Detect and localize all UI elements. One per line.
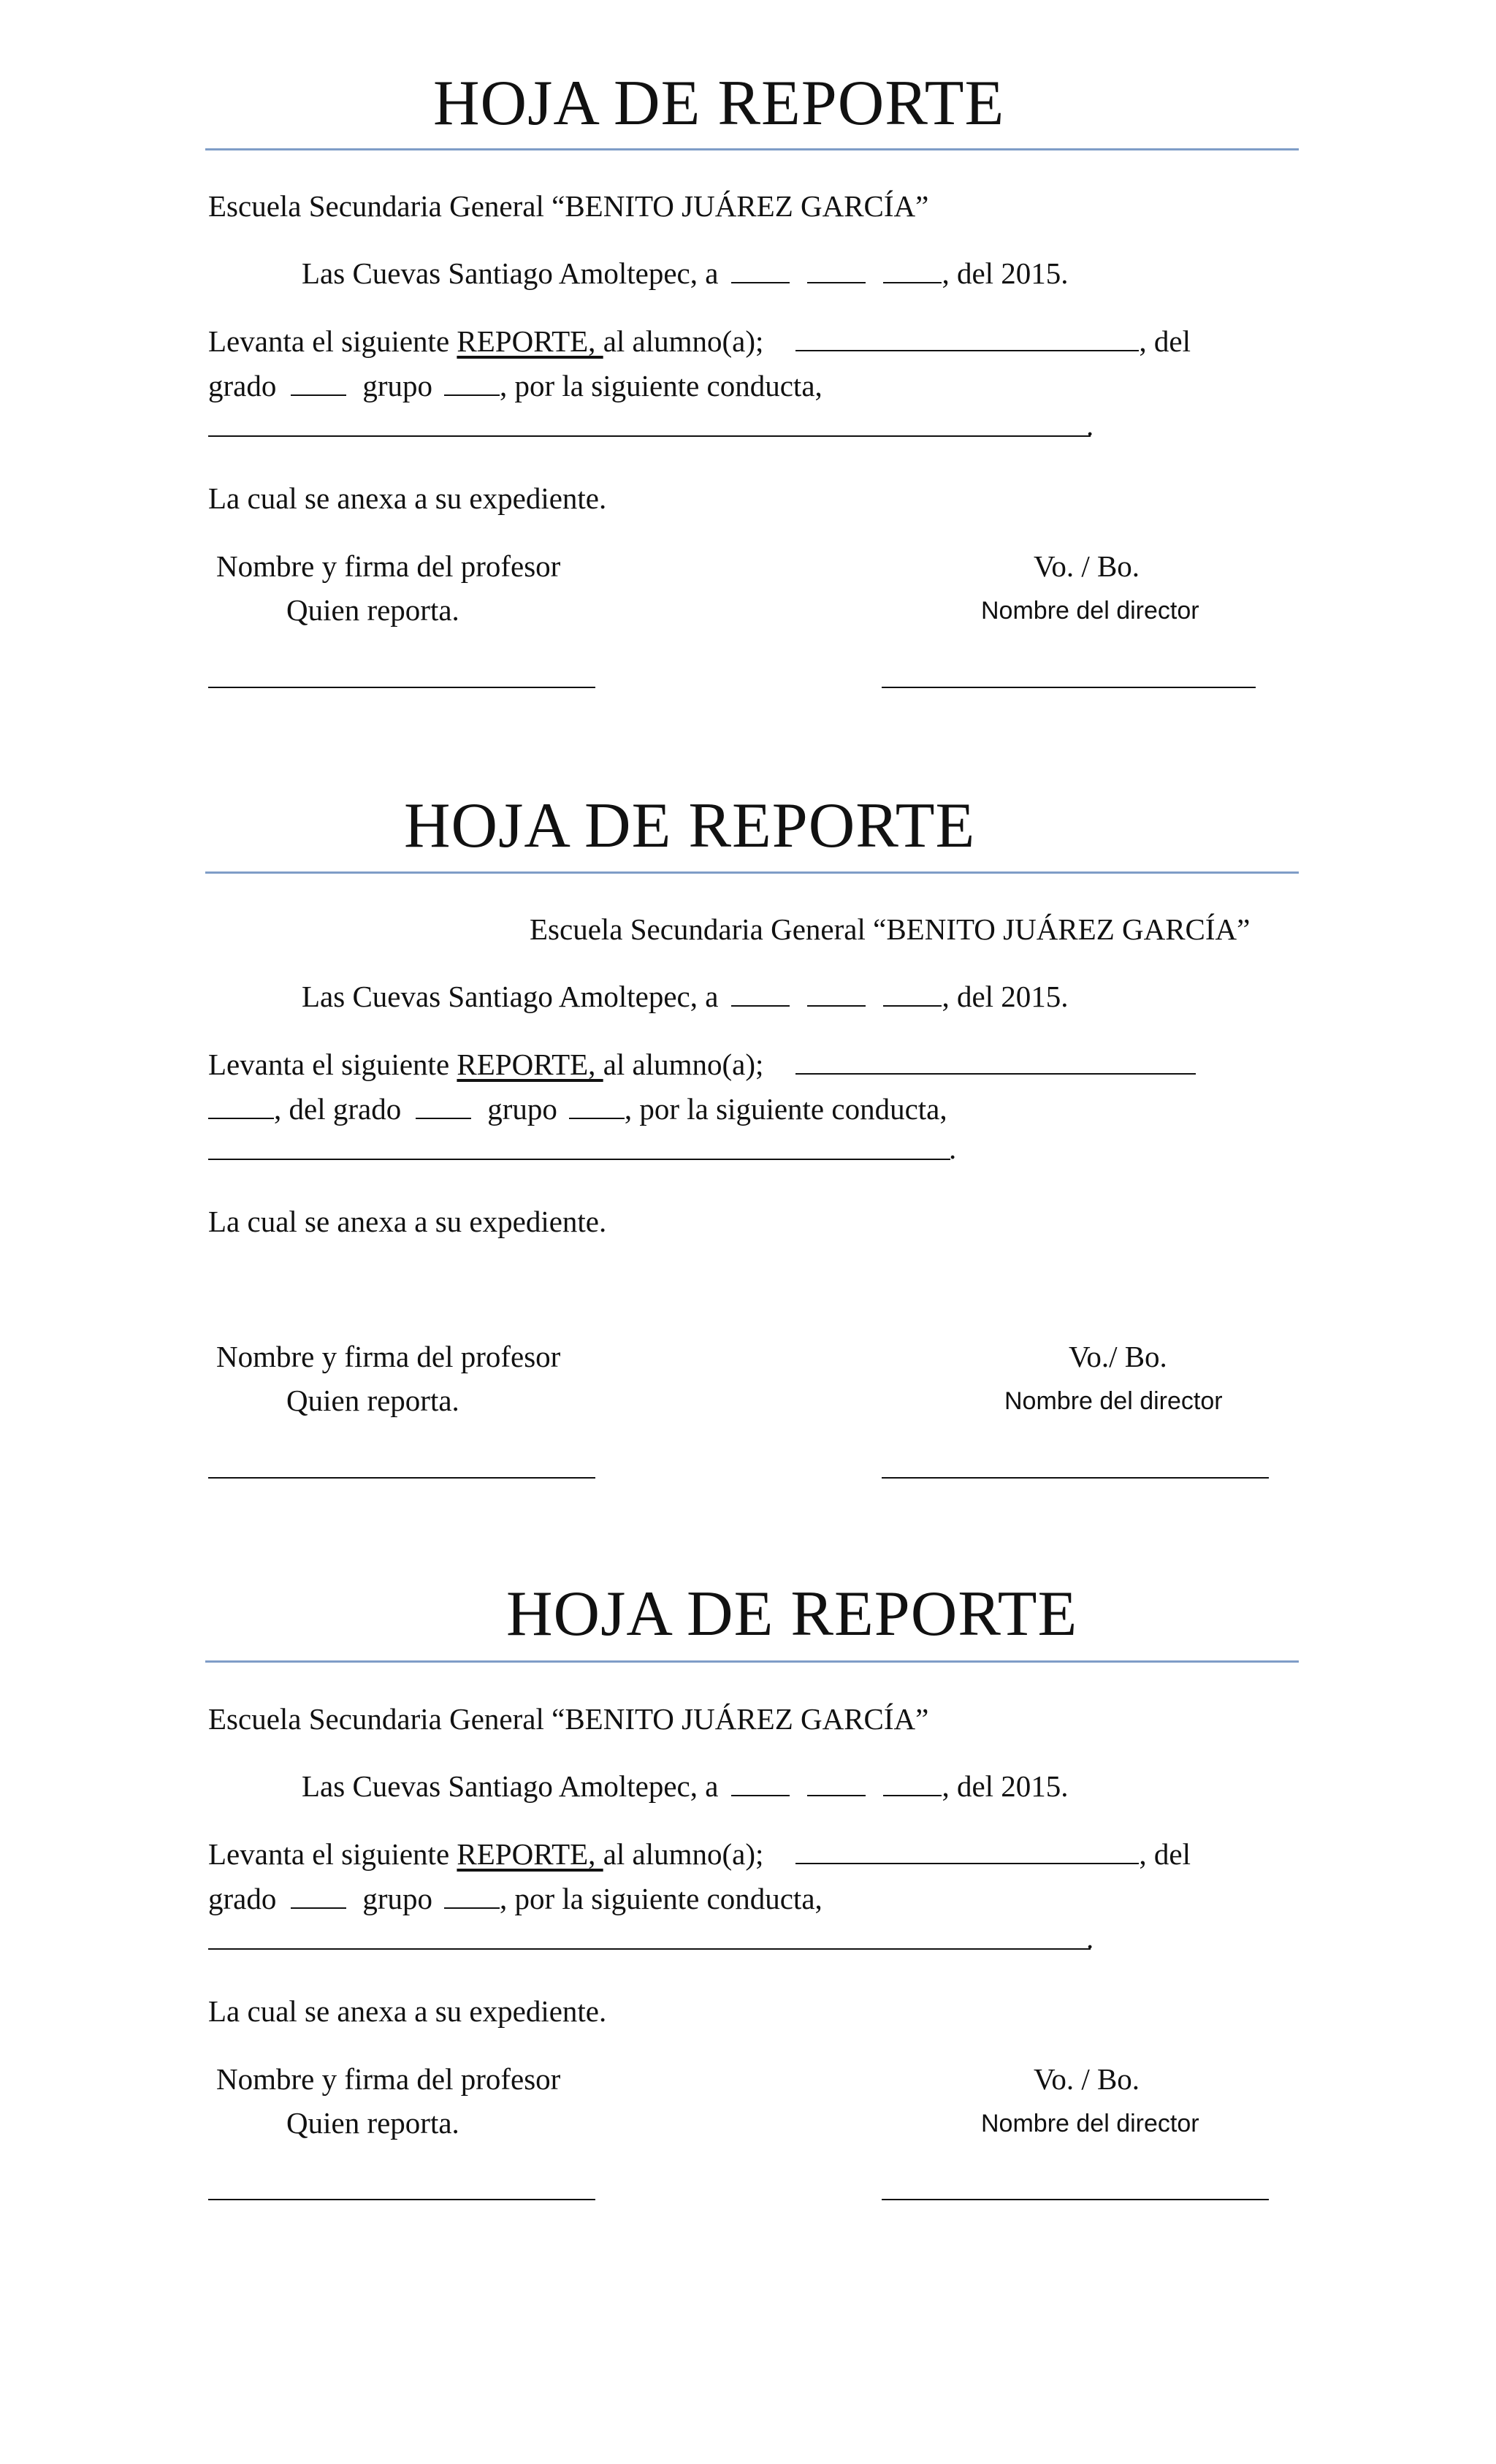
grade-group-line	[208, 1884, 823, 1914]
director-name-label: Nombre del director	[981, 597, 1199, 625]
anexa-text: La cual se anexa a su expediente.	[208, 481, 607, 515]
vobo-label: Vo. / Bo.	[1034, 549, 1140, 583]
place-date-line	[302, 256, 1069, 290]
year-blank[interactable]	[883, 282, 942, 283]
grupo-label: grupo	[487, 1092, 557, 1126]
day-blank[interactable]	[731, 1795, 790, 1796]
title-rule	[205, 871, 1299, 874]
conduct-blank[interactable]	[208, 435, 1091, 437]
del-text: , del	[1139, 1837, 1191, 1871]
director-signature-blank[interactable]	[882, 2199, 1269, 2200]
place-text: Las Cuevas Santiago Amoltepec, a	[302, 256, 719, 290]
grupo-label: grupo	[362, 369, 433, 403]
levanta-text: Levanta el siguiente	[208, 1048, 457, 1081]
place-date-line	[302, 982, 1069, 1012]
title-rule	[205, 148, 1299, 150]
alumno-label: al alumno(a);	[603, 1837, 764, 1871]
student-name-blank[interactable]	[795, 350, 1139, 351]
alumno-label: al alumno(a);	[603, 1048, 764, 1081]
teacher-reports-label: Quien reporta.	[286, 1384, 459, 1417]
month-blank[interactable]	[807, 1795, 866, 1796]
student-name-blank-cont[interactable]	[208, 1118, 274, 1119]
grado-label: grado	[208, 1882, 277, 1915]
month-blank[interactable]	[807, 1005, 866, 1007]
teacher-signature-blank[interactable]	[208, 2199, 595, 2200]
conduct-blank[interactable]	[208, 1948, 1091, 1950]
place-date-line	[302, 1771, 1069, 1801]
director-name-label: Nombre del director	[981, 2110, 1199, 2137]
year-text: , del 2015.	[942, 1769, 1069, 1803]
teacher-signature-label: Nombre y firma del profesor	[216, 549, 561, 583]
student-name-blank[interactable]	[795, 1073, 1196, 1075]
levanta-text: Levanta el siguiente	[208, 1837, 457, 1871]
vobo-label: Vo. / Bo.	[1034, 2062, 1140, 2096]
year-blank[interactable]	[883, 1005, 942, 1007]
conduct-period: .	[1086, 408, 1094, 442]
del-text: , del	[1139, 324, 1191, 358]
group-blank[interactable]	[569, 1118, 625, 1119]
alumno-label: al alumno(a);	[603, 324, 764, 358]
conduct-period: .	[949, 1132, 957, 1165]
grupo-label: grupo	[362, 1882, 433, 1915]
student-line	[208, 1050, 1196, 1080]
form-title: HOJA DE REPORTE	[433, 68, 1005, 139]
day-blank[interactable]	[731, 1005, 790, 1007]
grade-blank[interactable]	[291, 394, 346, 396]
teacher-reports-label: Quien reporta.	[286, 593, 459, 627]
year-blank[interactable]	[883, 1795, 942, 1796]
director-signature-blank[interactable]	[882, 687, 1256, 688]
year-text: , del 2015.	[942, 256, 1069, 290]
anexa-text: La cual se anexa a su expediente.	[208, 1205, 607, 1238]
grade-blank[interactable]	[291, 1907, 346, 1909]
teacher-signature-label: Nombre y firma del profesor	[216, 2062, 561, 2096]
school-name: Escuela Secundaria General “BENITO JUÁREZ GARCÍA”	[208, 1702, 929, 1736]
grado-label: grado	[208, 369, 277, 403]
teacher-signature-blank[interactable]	[208, 687, 595, 688]
conducta-text: , por la siguiente conducta,	[624, 1092, 947, 1126]
conduct-period: .	[1086, 1921, 1094, 1955]
month-blank[interactable]	[807, 282, 866, 283]
student-line	[208, 1839, 1191, 1869]
student-line	[208, 324, 1191, 358]
reporte-word: REPORTE,	[457, 1837, 603, 1871]
teacher-reports-label: Quien reporta.	[286, 2106, 459, 2140]
levanta-text: Levanta el siguiente	[208, 324, 457, 358]
school-name: Escuela Secundaria General “BENITO JUÁREZ GARCÍA”	[530, 912, 1251, 946]
conducta-text: , por la siguiente conducta,	[500, 1882, 823, 1915]
director-signature-blank[interactable]	[882, 1477, 1269, 1479]
group-blank[interactable]	[444, 394, 500, 396]
place-text: Las Cuevas Santiago Amoltepec, a	[302, 980, 719, 1013]
conducta-text: , por la siguiente conducta,	[500, 369, 823, 403]
school-name: Escuela Secundaria General “BENITO JUÁREZ GARCÍA”	[208, 189, 929, 223]
day-blank[interactable]	[731, 282, 790, 283]
student-name-blank[interactable]	[795, 1863, 1139, 1864]
year-text: , del 2015.	[942, 980, 1069, 1013]
form-title: HOJA DE REPORTE	[506, 1579, 1078, 1649]
teacher-signature-label: Nombre y firma del profesor	[216, 1340, 561, 1373]
grade-blank[interactable]	[416, 1118, 471, 1119]
form-title: HOJA DE REPORTE	[404, 790, 976, 861]
group-blank[interactable]	[444, 1907, 500, 1909]
vobo-label: Vo./ Bo.	[1069, 1340, 1167, 1373]
place-text: Las Cuevas Santiago Amoltepec, a	[302, 1769, 719, 1803]
director-name-label: Nombre del director	[1004, 1387, 1223, 1415]
reporte-word: REPORTE,	[457, 1048, 603, 1081]
reporte-word: REPORTE,	[457, 324, 603, 358]
teacher-signature-blank[interactable]	[208, 1477, 595, 1479]
del-grado-text: , del grado	[274, 1092, 402, 1126]
grade-group-line	[208, 371, 823, 401]
grade-group-line	[208, 1094, 947, 1124]
anexa-text: La cual se anexa a su expediente.	[208, 1994, 607, 2028]
conduct-blank[interactable]	[208, 1159, 950, 1160]
title-rule	[205, 1660, 1299, 1663]
